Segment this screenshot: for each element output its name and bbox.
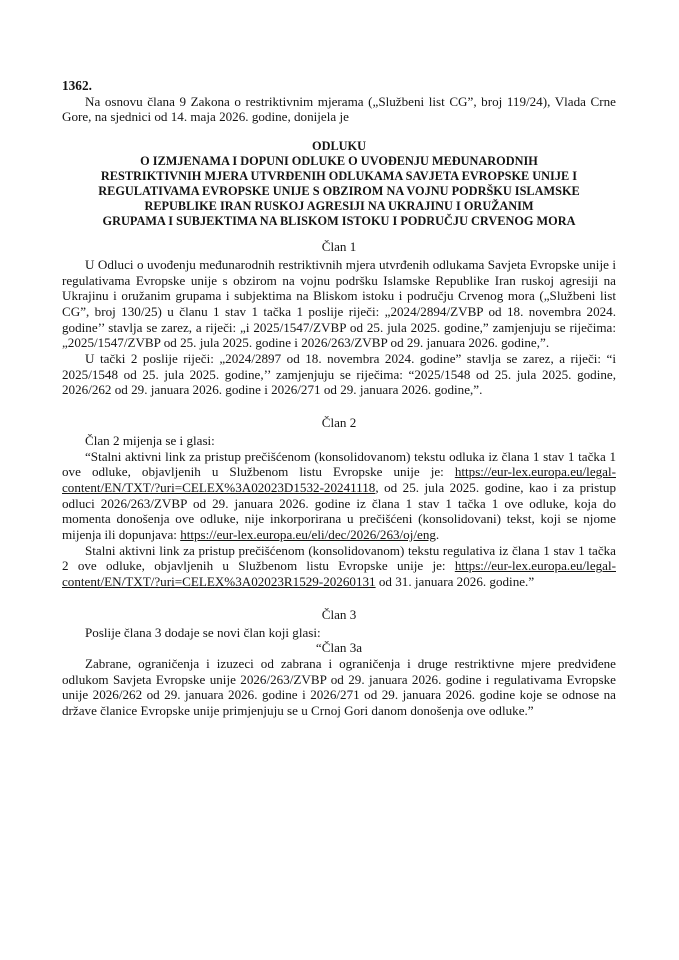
decision-title (62, 139, 616, 229)
title-line: GRUPAMA I SUBJEKTIMA NA BLISKOM ISTOKU I PODRUČJU CRVENOG MORA (102, 214, 576, 229)
text-span: Stalni aktivni link za pristup prečišćenom (konsolidovanom) tekstu regulativa iz člana 1 stav 1 tačka 2 ove odluke, objavljenih u Službenom listu Evropske unije je: (62, 542, 616, 574)
document-number: 1362. (62, 78, 92, 93)
title-line: O IZMJENAMA I DOPUNI ODLUKE O UVOĐENJU MEĐUNARODNIH (140, 154, 538, 169)
article-1-paragraph-2: U tački 2 poslije riječi: „2024/2897 od 18. novembra 2024. godine” stavlja se zarez, a riječi: “i 2025/1548 od 25. jula 2025. godine,’’ zamjenjuju se riječima: “2025/1548 od 25. jula 2025. godine, 2026/262 od 29. januara 2026. godine i 2026/271 od 29. januara 2026. godine,”. (62, 351, 616, 398)
article-2-intro: Član 2 mijenja se i glasi: (85, 432, 215, 448)
article-2-heading: Član 2 (321, 415, 357, 431)
article-3a-heading: “Član 3a (315, 640, 363, 656)
article-1-heading: Član 1 (321, 239, 357, 255)
title-line: ODLUKU (312, 139, 366, 154)
article-3-heading: Član 3 (321, 606, 357, 622)
text-span: od 31. januara 2026. godine.” (375, 574, 535, 590)
eur-lex-link-regulation-consolidated[interactable]: https://eur-lex.europa.eu/legal-content/EN/TXT/?uri=CELEX%3A02023R1529-20260131 (62, 558, 616, 590)
article-1-paragraph-1: U Odluci o uvođenju međunarodnih restriktivnih mjera utvrđenih odlukama Savjeta Evropske unije i regulativama Evropske unije s obzirom na vojnu podršku Islamske Republike Iran ruskoj agresiji na Ukrajinu i oružanim grupama i subjektima na Bliskom istoku i području Crvenog mora („Službeni list CG”, broj 130/25) u članu 1 stav 1 tačka 1 poslije riječi: „2024/2894/ZVBP od 18. novembra 2024. godine’’ stavlja se zarez, a riječi: „i 2025/1547/ZVBP od 25. jula 2025. godine,” zamjenjuju se riječima: „2025/1547/ZVBP od 25. jula 2025. godine i 2026/263/ZVBP od 29. januara 2026. godine,”. (62, 256, 616, 351)
document-page (62, 78, 616, 719)
article-3-intro: Poslije člana 3 dodaje se novi član koji glasi: (85, 624, 321, 640)
article-2-paragraph-2 (62, 543, 616, 590)
text-span: , od 25. jula 2025. godine, kao i za pristup odluci 2026/263/ZVBP od 29. januara 2026. godine iz člana 1 stav 1 tačka 1 ove odluke, koja do momenta donošenja ove odluke, nije inkorporirana u prečišćeni (konsolidovani) tekst, koji se njome mijenja ili dopunjava: (62, 479, 616, 543)
title-line: RESTRIKTIVNIH MJERA UTVRĐENIH ODLUKAMA SAVJETA EVROPSKE UNIJE I (100, 169, 578, 184)
preamble: Na osnovu člana 9 Zakona o restriktivnim mjerama („Službeni list CG”, broj 119/24), Vlada Crne Gore, na sjednici od 14. maja 2026. godine, donijela je (62, 93, 616, 125)
title-line: REGULATIVAMA EVROPSKE UNIJE S OBZIROM NA VOJNU PODRŠKU ISLAMSKE (98, 184, 580, 199)
article-3a-paragraph: Zabrane, ograničenja i izuzeci od zabrana i ograničenja i druge restriktivne mjere predviđene odlukom Savjeta Evropske unije 2026/263/ZVBP od 29. januara 2026. godine i regulativama Evropske unije 2026/262 od 29. januara 2026. godine i 2026/271 od 29. januara 2026. godine koje se odnose na države članice Evropske unije primjenjuju se u Crnoj Gori danom donošenja ove odluke.” (62, 655, 616, 719)
title-line: REPUBLIKE IRAN RUSKOJ AGRESIJI NA UKRAJINU I ORUŽANIM (144, 199, 534, 214)
text-span: . (435, 527, 440, 543)
eur-lex-link-decision-2026-263[interactable]: https://eur-lex.europa.eu/eli/dec/2026/263/oj/eng (180, 527, 436, 543)
article-2-paragraph-1 (62, 449, 616, 543)
eur-lex-link-decision-consolidated[interactable]: https://eur-lex.europa.eu/legal-content/EN/TXT/?uri=CELEX%3A02023D1532-20241118 (62, 464, 616, 495)
text-span: “Stalni aktivni link za pristup prečišćenom (konsolidovanom) tekstu odluka iz člana 1 stav 1 tačka 1 ove odluke, objavljenih u Službenom listu Evropske unije je: (62, 448, 616, 480)
